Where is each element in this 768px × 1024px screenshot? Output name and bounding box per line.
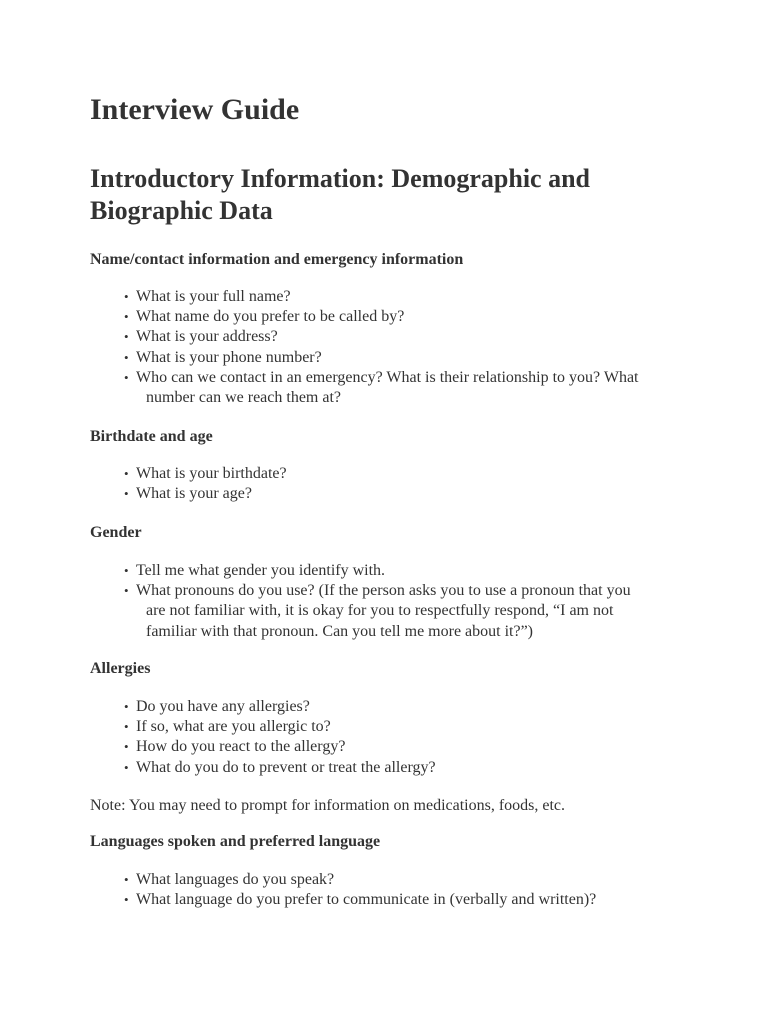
list-item: • What pronouns do you use? (If the person asks you to use a pronoun that you are not familiar with, it is okay for you to respectfully respond, “I am not familiar with that pronoun. Can you tell me more about it?”): [124, 582, 631, 640]
bullet-icon: •: [124, 466, 129, 481]
list-item: • What do you do to prevent or treat the allergy?: [124, 758, 684, 778]
list-item: • What is your age?: [124, 484, 684, 504]
bullet-icon: •: [124, 872, 129, 887]
subheading-name-contact: Name/contact information and emergency information: [90, 251, 464, 268]
bullet-icon: •: [124, 309, 129, 325]
subheading-languages: Languages spoken and preferred language: [90, 833, 381, 850]
list-item: • Tell me what gender you identify with.: [124, 561, 684, 581]
question-list-languages: [124, 870, 684, 910]
question-list-birthdate-age: [124, 464, 684, 504]
list-item: • What is your address?: [124, 327, 684, 347]
bullet-icon: •: [124, 369, 129, 385]
list-item: • How do you react to the allergy?: [124, 737, 684, 757]
list-item: • What is your birthdate?: [124, 464, 684, 484]
bullet-icon: •: [124, 739, 129, 755]
list-item: • What is your phone number?: [124, 348, 684, 368]
bullet-icon: •: [124, 583, 129, 599]
list-item: • What name do you prefer to be called by?: [124, 307, 684, 327]
bullet-icon: •: [124, 892, 129, 908]
list-item: • What is your full name?: [124, 287, 684, 307]
list-item: • If so, what are you allergic to?: [124, 717, 684, 737]
bullet-icon: •: [124, 563, 129, 578]
bullet-icon: •: [124, 759, 129, 775]
question-list-gender: [124, 561, 684, 642]
bullet-icon: •: [124, 699, 129, 714]
subheading-gender: Gender: [90, 524, 142, 541]
list-item: • What languages do you speak?: [124, 870, 684, 890]
bullet-icon: •: [124, 486, 129, 502]
document-title: Interview Guide: [90, 93, 300, 126]
list-item: • Do you have any allergies?: [124, 697, 684, 717]
question-list-name-contact: [124, 287, 684, 408]
note-text: Note: You may need to prompt for information on medications, foods, etc.: [90, 797, 566, 814]
section-title: Introductory Information: Demographic and Biographic Data: [90, 164, 591, 225]
question-list-allergies: [124, 697, 684, 778]
bullet-icon: •: [124, 349, 129, 365]
subheading-birthdate-age: Birthdate and age: [90, 428, 213, 445]
bullet-icon: •: [124, 719, 129, 735]
bullet-icon: •: [124, 329, 129, 345]
list-item: • Who can we contact in an emergency? What is their relationship to you? What number can we reach them at?: [124, 368, 639, 407]
list-item: • What language do you prefer to communicate in (verbally and written)?: [124, 890, 684, 910]
subheading-allergies: Allergies: [90, 660, 151, 677]
bullet-icon: •: [124, 289, 129, 304]
